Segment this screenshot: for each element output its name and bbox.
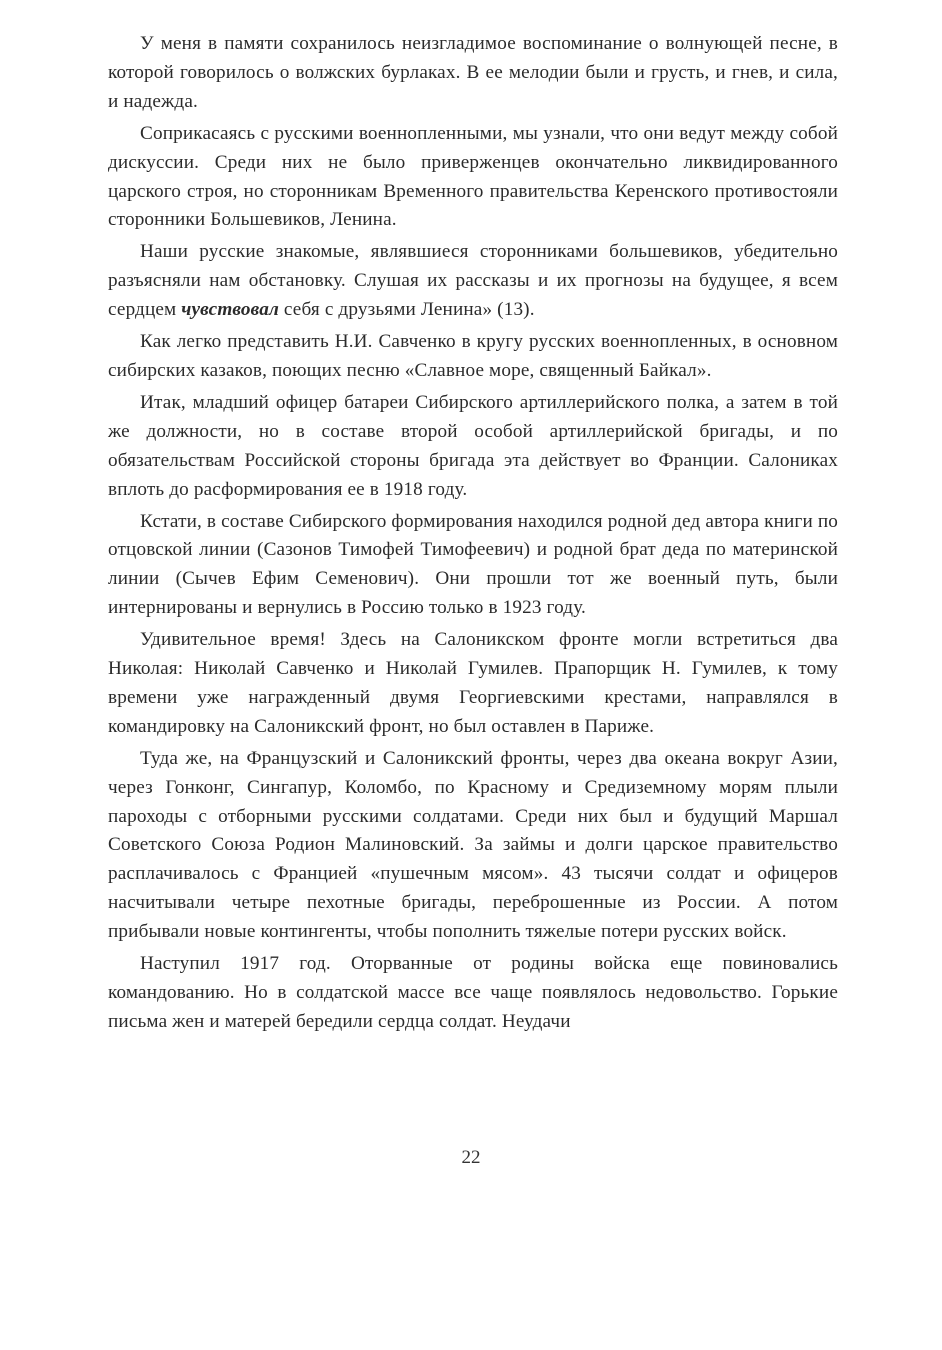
paragraph-3 bbox=[108, 238, 838, 325]
paragraph-1: У меня в памяти сохранилось неизгладимое воспоминание о волнующей песне, в которой говорилось о волжских бурлаках. В ее мелодии были и грусть, и гнев, и сила, и надежда. bbox=[108, 33, 838, 112]
paragraph-3-start: Наши русские знакомые, являвшиеся сторонниками большевиков, убедительно разъясняли нам обстановку. Слушая их рассказы и их прогнозы на будущее, я всем сердцем bbox=[108, 241, 838, 321]
paragraph-7: Удивительное время! Здесь на Салоникском фронте могли встретиться два Николая: Николай Савченко и Николай Гумилев. Прапорщик Н. Гумилев, к тому времени уже награжденный двумя Георгиевскими крестами, направлялся в командировку на Салоникский фронт, но был оставлен в Париже. bbox=[108, 629, 838, 737]
emphasized-word: чувствовал bbox=[181, 299, 279, 321]
paragraph-2: Соприкасаясь с русскими военнопленными, мы узнали, что они ведут между собой дискуссии. Среди них не было приверженцев окончательно ликвидированного царского строя, но сторонникам Временного правительства Керенского противостояли сторонники Большевиков, Ленина. bbox=[108, 122, 838, 231]
page-number: 22 bbox=[461, 1147, 481, 1168]
paragraph-8: Туда же, на Французский и Салоникский фронты, через два океана вокруг Азии, через Гонконг, Сингапур, Коломбо, по Красному и Средиземному морям плыли пароходы с отборными русскими солдатами. Среди них был и будущий Маршал Советского Союза Родион Малиновский. За займы и долги царское правительство расплачивалось с Францией «пушечным мясом». 43 тысячи солдат и офицеров насчитывали четыре пехотные бригады, переброшенные из России. А потом прибывали новые контингенты, чтобы пополнить тяжелые потери русских войск. bbox=[108, 747, 838, 943]
paragraph-4: Как легко представить Н.И. Савченко в кругу русских военнопленных, в основном сибирских казаков, поющих песню «Славное море, священный Байкал». bbox=[108, 331, 838, 381]
paragraph-3-end: себя с друзьями Ленина» (13). bbox=[278, 299, 535, 321]
paragraph-9: Наступил 1917 год. Оторванные от родины войска еще повиновались командованию. Но в солдатской массе все чаще появлялось недовольство. Горькие письма жен и матерей бередили сердца солдат. Неудачи bbox=[108, 953, 838, 1032]
paragraph-5: Итак, младший офицер батареи Сибирского артиллерийского полка, а затем в той же должности, но в составе второй особой артиллерийской бригады, и по обязательствам Российской стороны бригада эта действует во Франции. Салониках вплоть до расформирования ее в 1918 году. bbox=[108, 391, 838, 500]
paragraph-6: Кстати, в составе Сибирского формирования находился родной дед автора книги по отцовской линии (Сазонов Тимофей Тимофеевич) и родной брат деда по материнской линии (Сычев Ефим Семенович). Они прошли тот же военный путь, были интернированы и вернулись в Россию только в 1923 году. bbox=[108, 510, 838, 619]
body-text bbox=[108, 30, 838, 1040]
